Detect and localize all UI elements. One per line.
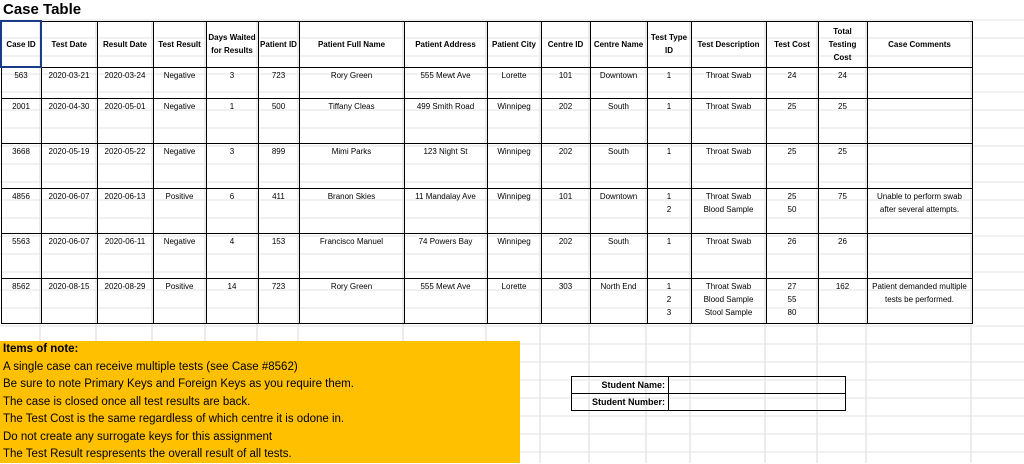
table-cell[interactable]: 2020-05-19	[41, 144, 97, 189]
student-number-label: Student Number:	[572, 394, 669, 411]
column-header: Test Result	[153, 21, 206, 67]
table-cell[interactable]: Tiffany Cleas	[299, 99, 404, 144]
cell-line: 3	[666, 308, 672, 317]
table-cell[interactable]: 303	[541, 279, 590, 324]
table-cell[interactable]: Mimi Parks	[299, 144, 404, 189]
column-header: Case Comments	[867, 21, 972, 67]
table-cell[interactable]: 3	[206, 67, 258, 99]
table-cell[interactable]	[691, 67, 766, 99]
cell-line: 1	[666, 70, 672, 80]
cell-line: Stool Sample	[704, 308, 753, 317]
table-cell[interactable]: 2020-06-11	[97, 234, 153, 279]
table-cell[interactable]: 74 Powers Bay	[404, 234, 487, 279]
table-cell[interactable]: 202	[541, 99, 590, 144]
table-row	[1, 144, 972, 189]
table-cell[interactable]: 6	[206, 189, 258, 234]
table-cell[interactable]: Rory Green	[299, 67, 404, 99]
table-cell[interactable]: Winnipeg	[487, 99, 541, 144]
table-cell[interactable]	[691, 234, 766, 279]
table-cell[interactable]: Downtown	[590, 189, 647, 234]
table-cell[interactable]: 2020-06-07	[41, 234, 97, 279]
table-cell[interactable]: 2020-03-21	[41, 67, 97, 99]
cell-line: 1	[666, 237, 672, 246]
notes-line: The Test Cost is the same regardless of which centre it is odone in.	[3, 413, 345, 425]
table-cell[interactable]: 101	[541, 189, 590, 234]
table-cell[interactable]	[766, 279, 818, 324]
table-cell[interactable]	[647, 189, 691, 234]
column-header: Patient Full Name	[299, 21, 404, 67]
column-header: Centre ID	[541, 21, 590, 67]
table-cell[interactable]: 202	[541, 234, 590, 279]
column-header: Patient City	[487, 21, 541, 67]
table-cell[interactable]	[867, 144, 972, 189]
table-cell[interactable]	[647, 99, 691, 144]
column-header: Test Type ID	[647, 21, 691, 67]
table-row	[1, 279, 972, 324]
table-cell[interactable]: 2020-04-30	[41, 99, 97, 144]
table-cell[interactable]: Francisco Manuel	[299, 234, 404, 279]
table-cell[interactable]: 555 Mewt Ave	[404, 279, 487, 324]
table-cell[interactable]	[647, 67, 691, 99]
table-cell[interactable]: Negative	[153, 234, 206, 279]
header-row	[1, 21, 972, 67]
table-cell[interactable]: 25	[818, 144, 867, 189]
column-header: Result Date	[97, 21, 153, 67]
table-cell[interactable]: Winnipeg	[487, 144, 541, 189]
table-cell[interactable]: 723	[258, 279, 299, 324]
notes-line: The Test Result respresents the overall result of all tests.	[3, 448, 292, 460]
table-cell[interactable]: Lorette	[487, 67, 541, 99]
table-cell[interactable]: 25	[818, 99, 867, 144]
table-cell[interactable]: 1	[206, 99, 258, 144]
table-cell[interactable]	[867, 234, 972, 279]
table-cell[interactable]: 4	[206, 234, 258, 279]
student-info-table	[571, 376, 846, 411]
table-cell[interactable]: Downtown	[590, 67, 647, 99]
table-cell[interactable]: 2020-05-01	[97, 99, 153, 144]
table-cell[interactable]: Positive	[153, 189, 206, 234]
table-cell[interactable]: South	[590, 234, 647, 279]
table-cell[interactable]: Patient demanded multiple tests be performed.	[867, 279, 972, 324]
table-cell[interactable]: Winnipeg	[487, 234, 541, 279]
cell-line: 1	[666, 192, 672, 201]
table-cell[interactable]	[691, 189, 766, 234]
table-cell[interactable]: 500	[258, 99, 299, 144]
table-cell[interactable]	[766, 144, 818, 189]
table-row	[1, 189, 972, 234]
table-cell[interactable]: 153	[258, 234, 299, 279]
table-cell[interactable]: 411	[258, 189, 299, 234]
cell-line: 50	[787, 205, 797, 214]
table-cell[interactable]: North End	[590, 279, 647, 324]
table-row	[1, 99, 972, 144]
column-header: Centre Name	[590, 21, 647, 67]
table-cell[interactable]: 24	[818, 67, 867, 99]
table-cell[interactable]: Lorette	[487, 279, 541, 324]
table-cell[interactable]	[647, 279, 691, 324]
column-header: Case ID	[1, 21, 41, 67]
table-cell[interactable]: 162	[818, 279, 867, 324]
cell-line: 25	[787, 102, 797, 111]
table-cell[interactable]: 101	[541, 67, 590, 99]
cell-line: 27	[787, 282, 797, 291]
case-table	[0, 20, 973, 324]
table-cell[interactable]: Negative	[153, 99, 206, 144]
notes-box	[0, 341, 520, 463]
table-cell[interactable]: 2020-05-22	[97, 144, 153, 189]
cell-line: 1	[666, 102, 672, 111]
cell-line: 25	[787, 192, 797, 201]
table-cell[interactable]: Winnipeg	[487, 189, 541, 234]
cell-line: 26	[787, 237, 797, 246]
table-row	[1, 67, 972, 99]
cell-line: Blood Sample	[703, 295, 754, 304]
table-cell[interactable]: Negative	[153, 67, 206, 99]
column-header: Patient Address	[404, 21, 487, 67]
table-cell[interactable]: 14	[206, 279, 258, 324]
table-cell[interactable]: Positive	[153, 279, 206, 324]
notes-heading: Items of note:	[3, 343, 79, 355]
table-cell[interactable]: Branon Skies	[299, 189, 404, 234]
cell-line: Throat Swab	[705, 147, 752, 156]
table-cell[interactable]: 4856	[1, 189, 41, 234]
table-cell[interactable]: 123 Night St	[404, 144, 487, 189]
cell-line: 1	[666, 147, 672, 156]
table-cell[interactable]: Rory Green	[299, 279, 404, 324]
table-cell[interactable]	[766, 234, 818, 279]
sheet-title: Case Table	[3, 1, 82, 18]
cell-line: 2	[666, 295, 672, 304]
student-name-label: Student Name:	[572, 377, 669, 394]
student-number-field[interactable]	[669, 394, 846, 411]
cell-line: 24	[787, 70, 797, 80]
column-header: Test Cost	[766, 21, 818, 67]
cell-line: 1	[666, 282, 672, 291]
table-cell[interactable]	[867, 67, 972, 99]
notes-line: Do not create any surrogate keys for this assignment	[3, 430, 273, 443]
cell-line: Blood Sample	[703, 205, 754, 214]
student-name-field[interactable]	[669, 377, 846, 394]
table-cell[interactable]: 75	[818, 189, 867, 234]
table-cell[interactable]: 11 Mandalay Ave	[404, 189, 487, 234]
table-cell[interactable]: 202	[541, 144, 590, 189]
table-cell[interactable]: 563	[1, 67, 41, 99]
table-cell[interactable]: 2020-08-29	[97, 279, 153, 324]
cell-line: Throat Swab	[705, 237, 752, 246]
column-header: Patient ID	[258, 21, 299, 67]
column-header: Total Testing Cost	[818, 21, 867, 67]
column-header: Days Waited for Results	[206, 21, 258, 67]
cell-line: 2	[666, 205, 672, 214]
table-cell[interactable]: 2020-03-24	[97, 67, 153, 99]
table-cell[interactable]: 8562	[1, 279, 41, 324]
table-cell[interactable]	[766, 67, 818, 99]
table-cell[interactable]: 2001	[1, 99, 41, 144]
table-cell[interactable]	[691, 279, 766, 324]
table-cell[interactable]	[766, 99, 818, 144]
notes-line: Be sure to note Primary Keys and Foreign Keys as you require them.	[3, 378, 354, 390]
cell-line: Throat Swab	[705, 192, 752, 201]
table-cell[interactable]	[867, 99, 972, 144]
table-cell[interactable]: 3	[206, 144, 258, 189]
column-header: Test Description	[691, 21, 766, 67]
cell-line: Throat Swab	[705, 102, 752, 111]
table-cell[interactable]: 3668	[1, 144, 41, 189]
table-cell[interactable]: Unable to perform swab after several attempts.	[867, 189, 972, 234]
table-cell[interactable]	[691, 144, 766, 189]
cell-line: 55	[787, 295, 797, 304]
notes-line: A single case can receive multiple tests (see Case #8562)	[3, 360, 298, 373]
table-cell[interactable]	[766, 189, 818, 234]
table-cell[interactable]: 555 Mewt Ave	[404, 67, 487, 99]
table-cell[interactable]: 499 Smith Road	[404, 99, 487, 144]
table-cell[interactable]: 5563	[1, 234, 41, 279]
table-cell[interactable]: 2020-08-15	[41, 279, 97, 324]
table-cell[interactable]	[647, 144, 691, 189]
cell-line: 25	[787, 147, 797, 156]
table-cell[interactable]: Negative	[153, 144, 206, 189]
table-row	[1, 234, 972, 279]
cell-line: Throat Swab	[705, 282, 752, 291]
table-cell[interactable]: South	[590, 144, 647, 189]
table-cell[interactable]: 723	[258, 67, 299, 99]
column-header: Test Date	[41, 21, 97, 67]
table-cell[interactable]: South	[590, 99, 647, 144]
notes-line: The case is closed once all test results are back.	[3, 395, 251, 408]
cell-line: Throat Swab	[705, 70, 752, 80]
cell-line: 80	[787, 308, 797, 317]
table-cell[interactable]	[691, 99, 766, 144]
table-cell[interactable]	[647, 234, 691, 279]
table-cell[interactable]: 26	[818, 234, 867, 279]
table-cell[interactable]: 899	[258, 144, 299, 189]
table-cell[interactable]: 2020-06-13	[97, 189, 153, 234]
table-cell[interactable]: 2020-06-07	[41, 189, 97, 234]
